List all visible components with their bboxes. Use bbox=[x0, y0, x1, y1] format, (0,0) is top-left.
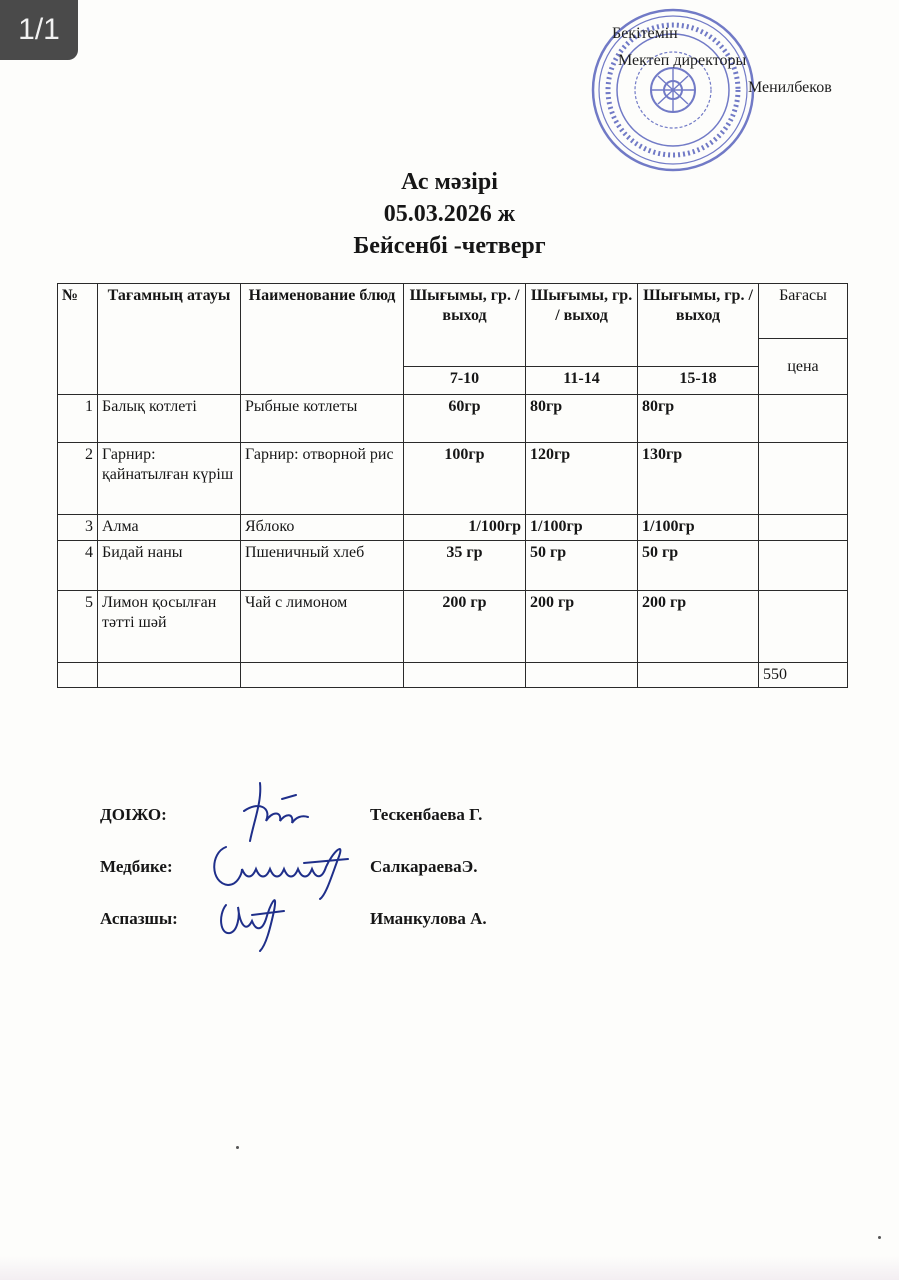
yield-11-14: 50 гр bbox=[526, 541, 638, 591]
menu-title: Ас мәзірі bbox=[401, 169, 498, 195]
menu-date: 05.03.2026 ж bbox=[383, 201, 516, 227]
col-header-name-ru: Наименование блюд bbox=[241, 284, 404, 395]
age-group: 11-14 bbox=[526, 367, 638, 395]
yield-7-10: 200 гр bbox=[404, 591, 526, 663]
dish-price bbox=[759, 443, 848, 515]
signature-name: Иманкулова А. bbox=[370, 909, 487, 928]
col-header-yield-1: Шығымы, гр. / выход bbox=[404, 284, 526, 367]
dish-price bbox=[759, 515, 848, 541]
table-row bbox=[58, 591, 848, 663]
page-bottom-edge bbox=[0, 1256, 899, 1280]
empty-cell bbox=[58, 663, 98, 688]
col-header-price-ru: цена bbox=[759, 339, 848, 395]
yield-11-14: 80гр bbox=[526, 395, 638, 443]
dish-price bbox=[759, 541, 848, 591]
signature-role: Аспазшы: bbox=[100, 909, 178, 928]
yield-15-18: 50 гр bbox=[638, 541, 759, 591]
row-num: 1 bbox=[58, 395, 98, 443]
dish-name-ru: Рыбные котлеты bbox=[241, 395, 404, 443]
table-row bbox=[58, 395, 848, 443]
col-header-price-kz: Бағасы bbox=[759, 284, 848, 339]
menu-table bbox=[57, 283, 848, 688]
dish-price bbox=[759, 591, 848, 663]
col-header-yield-2: Шығымы, гр. / выход bbox=[526, 284, 638, 367]
age-group: 15-18 bbox=[638, 367, 759, 395]
empty-cell bbox=[638, 663, 759, 688]
approval-line-position: Мектеп директоры bbox=[618, 52, 747, 69]
total-price: 550 bbox=[759, 663, 848, 688]
dish-name-kz: Балық котлеті bbox=[98, 395, 241, 443]
signature-role: Медбике: bbox=[100, 857, 173, 876]
col-header-name-kz: Тағамның атауы bbox=[98, 284, 241, 395]
table-row bbox=[58, 541, 848, 591]
yield-15-18: 130гр bbox=[638, 443, 759, 515]
yield-7-10: 60гр bbox=[404, 395, 526, 443]
row-num: 2 bbox=[58, 443, 98, 515]
dish-name-ru: Яблоко bbox=[241, 515, 404, 541]
signature-name: Тескенбаева Г. bbox=[370, 805, 483, 824]
empty-cell bbox=[241, 663, 404, 688]
yield-11-14: 200 гр bbox=[526, 591, 638, 663]
handwritten-signature bbox=[212, 885, 302, 955]
dish-name-kz: Алма bbox=[98, 515, 241, 541]
col-header-num: № bbox=[58, 284, 98, 395]
row-num: 4 bbox=[58, 541, 98, 591]
yield-15-18: 200 гр bbox=[638, 591, 759, 663]
dish-name-ru: Пшеничный хлеб bbox=[241, 541, 404, 591]
approval-block bbox=[612, 20, 832, 101]
row-num: 3 bbox=[58, 515, 98, 541]
signature-row bbox=[100, 847, 620, 899]
age-group: 7-10 bbox=[404, 367, 526, 395]
scan-speck bbox=[236, 1146, 239, 1149]
signatures-block bbox=[100, 795, 620, 951]
approval-line-surname: Менилбеков bbox=[748, 79, 832, 96]
menu-header bbox=[0, 166, 899, 262]
signature-role: ДОІЖО: bbox=[100, 805, 167, 824]
dish-name-ru: Чай с лимоном bbox=[241, 591, 404, 663]
signature-name: СалкараеваЭ. bbox=[370, 857, 478, 876]
dish-name-kz: Бидай наны bbox=[98, 541, 241, 591]
menu-day: Бейсенбі -четверг bbox=[353, 233, 546, 259]
table-total-row bbox=[58, 663, 848, 688]
yield-11-14: 120гр bbox=[526, 443, 638, 515]
page-counter: 1/1 bbox=[0, 0, 78, 60]
yield-15-18: 1/100гр bbox=[638, 515, 759, 541]
empty-cell bbox=[98, 663, 241, 688]
col-header-yield-3: Шығымы, гр. / выход bbox=[638, 284, 759, 367]
yield-7-10: 35 гр bbox=[404, 541, 526, 591]
signature-row bbox=[100, 899, 620, 951]
dish-name-kz: Лимон қосылған тәтті шәй bbox=[98, 591, 241, 663]
approval-line-approve: Бекітемін bbox=[612, 25, 678, 42]
yield-7-10: 1/100гр bbox=[404, 515, 526, 541]
empty-cell bbox=[526, 663, 638, 688]
row-num: 5 bbox=[58, 591, 98, 663]
scan-speck bbox=[878, 1236, 881, 1239]
table-row bbox=[58, 443, 848, 515]
yield-7-10: 100гр bbox=[404, 443, 526, 515]
dish-name-kz: Гарнир: қайнатылған күріш bbox=[98, 443, 241, 515]
yield-11-14: 1/100гр bbox=[526, 515, 638, 541]
table-row bbox=[58, 515, 848, 541]
dish-price bbox=[759, 395, 848, 443]
table-header-row bbox=[58, 284, 848, 339]
signature-row bbox=[100, 795, 620, 847]
dish-name-ru: Гарнир: отворной рис bbox=[241, 443, 404, 515]
yield-15-18: 80гр bbox=[638, 395, 759, 443]
empty-cell bbox=[404, 663, 526, 688]
